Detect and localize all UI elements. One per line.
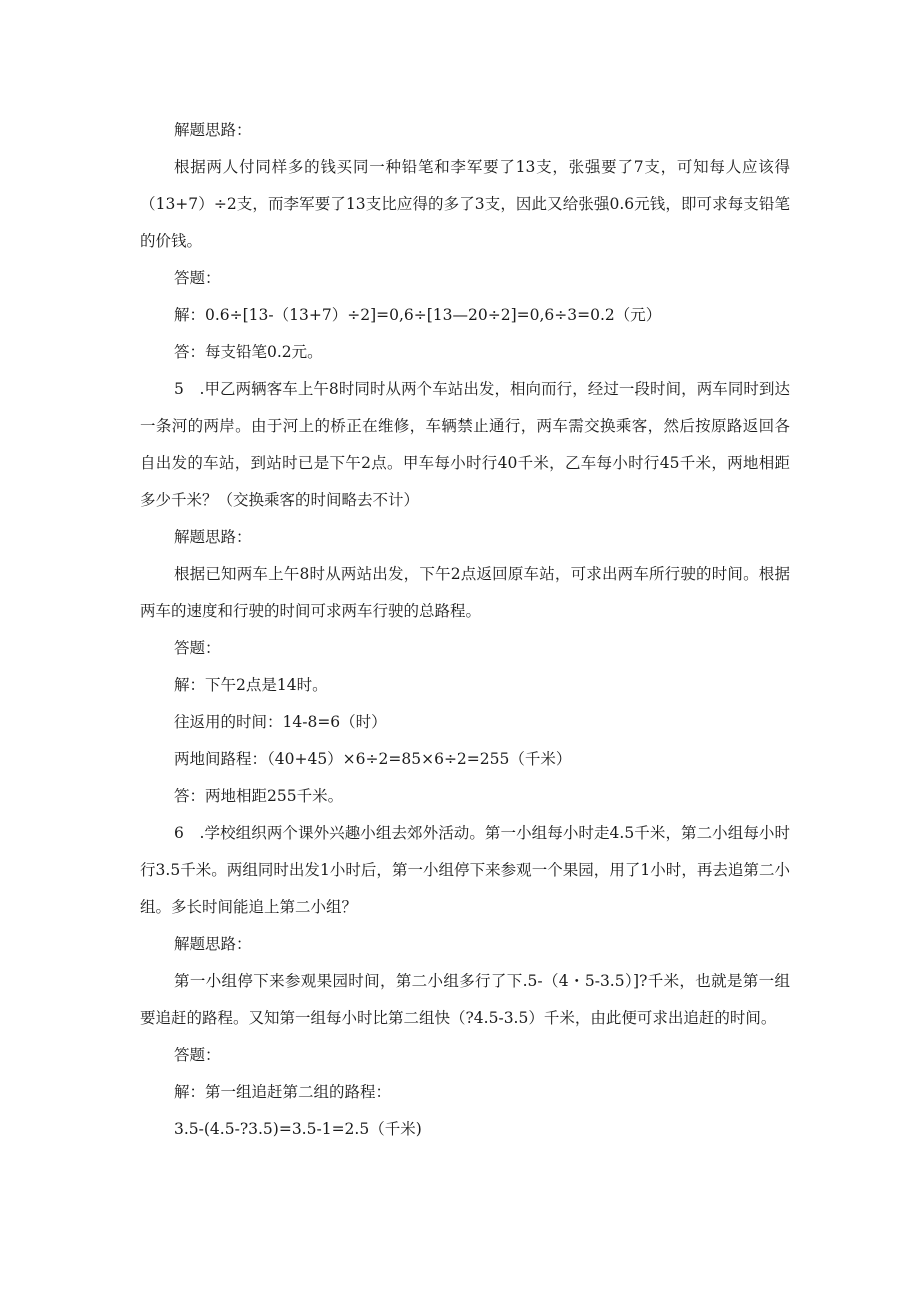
heading-answer: 答题：: [174, 1046, 221, 1064]
document-body: [140, 112, 790, 1148]
paragraph-solution-idea: 根据已知两车上午8时从两站出发，下午2点返回原车站，可求出两车所行驶的时间。根据两车的速度和行驶的时间可求两车行驶的总路程。: [140, 565, 790, 620]
heading-answer: 答题：: [174, 639, 221, 657]
problem-5: 5 .甲乙两辆客车上午8时同时从两个车站出发，相向而行，经过一段时间，两车同时到达一条河的两岸。由于河上的桥正在维修，车辆禁止通行，两车需交换乘客，然后按原路返回各自出发的车站，到站时已是下午2点。甲车每小时行40千米，乙车每小时行45千米，两地相距多少千米？（交换乘客的时间略去不计）: [140, 380, 790, 509]
answer-line: 答：每支铅笔0.2元。: [174, 343, 323, 361]
heading-solution-idea: 解题思路：: [174, 935, 252, 953]
solution-line: 解：第一组追赶第二组的路程：: [174, 1083, 392, 1101]
heading-solution-idea: 解题思路：: [174, 528, 252, 546]
paragraph-solution-idea: 根据两人付同样多的钱买同一种铅笔和李军要了13支，张强要了7支，可知每人应该得（13+7）÷2支，而李军要了13支比应得的多了3支，因此又给张强0.6元钱，即可求每支铅笔的价钱。: [140, 158, 790, 250]
solution-line: 解：下午2点是14时。: [174, 676, 328, 694]
solution-line: 3.5-(4.5-?3.5)=3.5-1=2.5（千米): [174, 1120, 422, 1138]
answer-line: 答：两地相距255千米。: [174, 787, 344, 805]
solution-line: 解：0.6÷[13-（13+7）÷2]=0,6÷[13—20÷2]=0,6÷3=0.2（元）: [174, 306, 662, 324]
heading-answer: 答题：: [174, 269, 221, 287]
problem-6: 6 .学校组织两个课外兴趣小组去郊外活动。第一小组每小时走4.5千米，第二小组每小时行3.5千米。两组同时出发1小时后，第一小组停下来参观一个果园，用了1小时，再去追第二小组。多长时间能追上第二小组？: [140, 824, 790, 916]
heading-solution-idea: 解题思路：: [174, 121, 252, 139]
solution-line: 往返用的时间：14-8=6（时）: [174, 713, 387, 731]
solution-line: 两地间路程：（40+45）×6÷2=85×6÷2=255（千米）: [174, 750, 572, 768]
paragraph-solution-idea: 第一小组停下来参观果园时间，第二小组多行了下.5-（4・5-3.5）]?千米，也就是第一组要追赶的路程。又知第一组每小时比第二组快（?4.5-3.5）千米，由此便可求出追赶的时间。: [140, 972, 790, 1027]
